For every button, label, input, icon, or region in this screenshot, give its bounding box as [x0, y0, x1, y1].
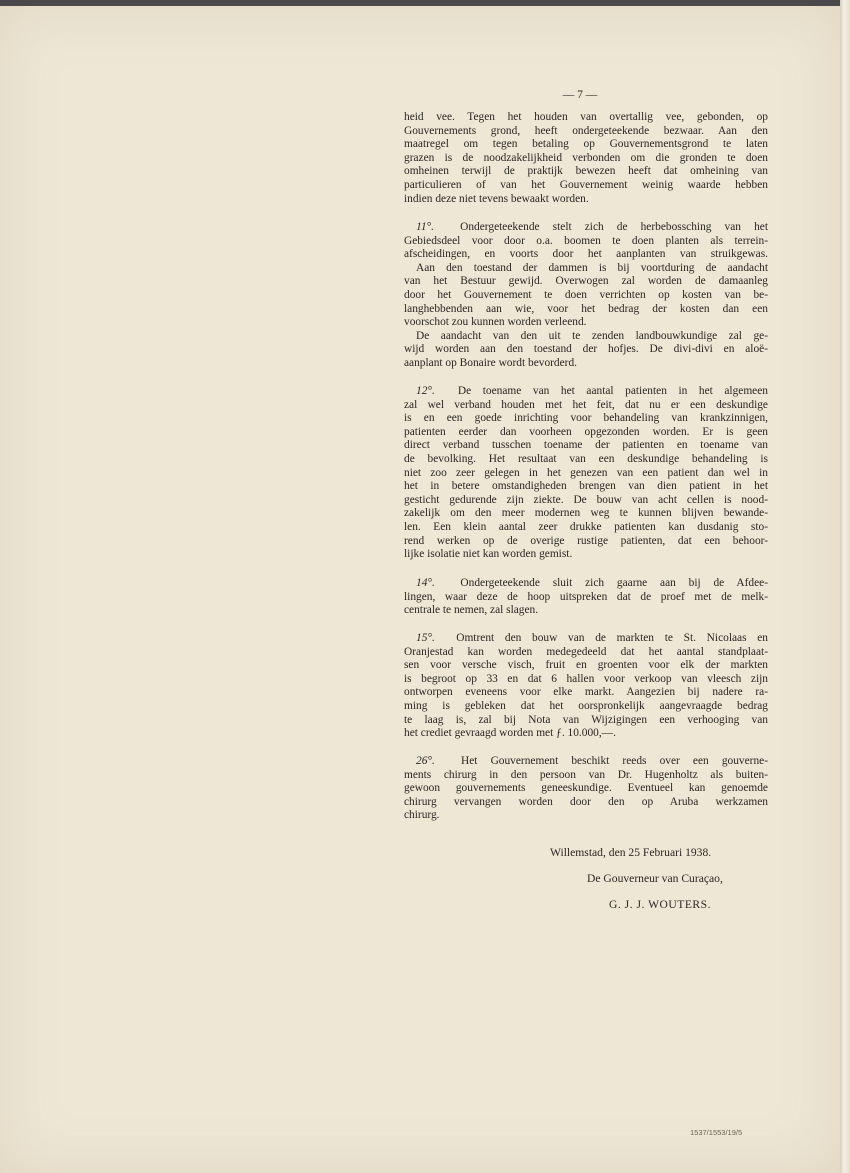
text-line: zakelijk om den meer modernen weg te kunnen blijven bewande-	[404, 507, 768, 520]
paragraph-number: 12°.	[416, 385, 435, 397]
paragraph-livestock	[404, 111, 768, 206]
text-line: gewoon gouvernements geneeskundige. Eventueel kan genoemde	[404, 782, 768, 795]
text-line: van het Bestuur gewijd. Overwogen zal worden de damaanleg	[404, 275, 768, 288]
paragraph-26	[404, 755, 768, 823]
text-line: len. Een klein aantal zeer drukke patienten kan dusdanig sto-	[404, 520, 768, 533]
text-line: door het Gouvernement te doen verrichten op kosten van be-	[404, 288, 768, 301]
paragraph-12	[404, 385, 768, 562]
text-line: te laag is, zal bij Nota van Wijzigingen een verhooging van	[404, 713, 768, 726]
signatory-title: De Gouverneur van Curaçao,	[587, 872, 723, 885]
paragraph-15	[404, 632, 768, 741]
page-right-edge	[840, 0, 850, 1173]
text-line: maatregel om tegen betaling op Gouvernementsgrond te laten	[404, 138, 768, 151]
text-line: ontworpen eveneens voor elke markt. Aangezien bij nadere ra-	[404, 686, 768, 699]
text-line	[404, 221, 768, 235]
text-line: zal wel verband houden met het feit, dat nu er een deskundige	[404, 398, 768, 411]
text-line: rend werken op de overige rustige patienten, dat een behoor-	[404, 534, 768, 547]
text-line	[404, 577, 768, 591]
text-line: het crediet gevraagd worden met ƒ. 10.000,—.	[404, 727, 616, 740]
text-line-content: De toename van het aantal patienten in het algemeen	[457, 385, 768, 397]
text-line: het in betere omstandigheden brengen van dien patient in het	[404, 480, 768, 493]
text-line: patienten eerder dan voorheen opgezonden worden. Er is geen	[404, 425, 768, 438]
print-code: 1537/1553/19/5	[690, 1128, 743, 1137]
text-line: Aan den toestand der dammen is bij voortduring de aandacht	[416, 261, 768, 274]
text-line: voorschot zou kunnen worden verleend.	[404, 316, 587, 329]
text-line: grazen is de noodzakelijkheid verbonden om die gronden te doen	[404, 151, 768, 164]
text-line: De aandacht van den uit te zenden landbouwkundige zal ge-	[416, 329, 768, 342]
text-line: lingen, waar deze de hoop uitspreken dat de proef met de melk-	[404, 590, 768, 603]
text-line: Gebiedsdeel voor door o.a. boomen te doen planten als terrein-	[404, 234, 768, 247]
text-line-content: Ondergeteekende stelt zich de herbebossching van het	[460, 221, 768, 233]
paragraph-11	[404, 221, 768, 371]
text-line-content: Het Gouvernement beschikt reeds over een gouverne-	[461, 755, 768, 767]
paragraph-number: 11°.	[416, 221, 434, 233]
text-line: langhebbenden aan wie, voor het bedrag der kosten dan een	[404, 302, 768, 315]
text-line	[404, 755, 768, 769]
text-line: ming is gebleken dat het oorspronkelijk aangevraagde bedrag	[404, 699, 768, 712]
paragraph-number: 15°.	[416, 632, 435, 644]
text-line: sen voor versche visch, fruit en groenten voor elk der markten	[404, 659, 768, 672]
text-line: is en een goede inrichting voor behandeling van krankzinnigen,	[404, 412, 768, 425]
paragraph-number: 14°.	[416, 577, 435, 589]
text-line: gesticht gedurende zijn ziekte. De bouw van acht cellen is nood-	[404, 493, 768, 506]
text-line: indien deze niet tevens bewaakt worden.	[404, 192, 589, 205]
text-line: chirurg vervangen worden door den op Aruba werkzamen	[404, 795, 768, 808]
place-date: Willemstad, den 25 Februari 1938.	[550, 846, 712, 859]
text-line: heid vee. Tegen het houden van overtallig vee, gebonden, op	[404, 111, 768, 123]
text-line-content: Ondergeteekende sluit zich gaarne aan bij de Afdee-	[460, 577, 768, 589]
paragraph-14	[404, 577, 768, 618]
text-line: niet zoo zeer gelegen in het genezen van een patient dan wel in	[404, 466, 768, 479]
text-line: Gouvernements grond, heeft ondergeteekende bezwaar. Aan den	[404, 124, 768, 137]
text-line: centrale te nemen, zal slagen.	[404, 604, 539, 617]
text-line: Oranjestad kan worden medegedeeld dat het aantal standplaat-	[404, 645, 768, 658]
text-line-content: Omtrent den bouw van de markten te St. Nicolaas en	[456, 632, 768, 644]
text-line	[404, 632, 768, 646]
paragraph-number: 26°.	[416, 755, 435, 767]
text-line: is begroot op 33 en dat 6 hallen voor verkoop van vleesch zijn	[404, 672, 768, 685]
text-line: ments chirurg in den persoon van Dr. Hugenholtz als buiten-	[404, 768, 768, 781]
text-line: particulieren of van het Gouvernement weinig waarde hebben	[404, 178, 768, 191]
text-line: chirurg.	[404, 809, 440, 822]
text-line: afscheidingen, en voorts door het aanplanten van struikgewas.	[404, 248, 768, 261]
text-line	[404, 385, 768, 399]
signatory-name: G. J. J. WOUTERS.	[609, 898, 712, 911]
page-number: — 7 —	[562, 89, 598, 101]
text-line: direct verband tusschen toename der patienten en toename van	[404, 439, 768, 452]
text-line: de bevolking. Het resultaat van een deskundige behandeling is	[404, 452, 768, 465]
text-line: aanplant op Bonaire wordt bevorderd.	[404, 356, 578, 369]
text-line: wijd worden aan den toestand der hofjes. De divi-divi en aloë-	[404, 343, 768, 356]
text-line: omheinen terwijl de praktijk bewezen heeft dat omheining van	[404, 165, 768, 178]
text-line: lijke isolatie niet kan worden gemist.	[404, 548, 573, 561]
